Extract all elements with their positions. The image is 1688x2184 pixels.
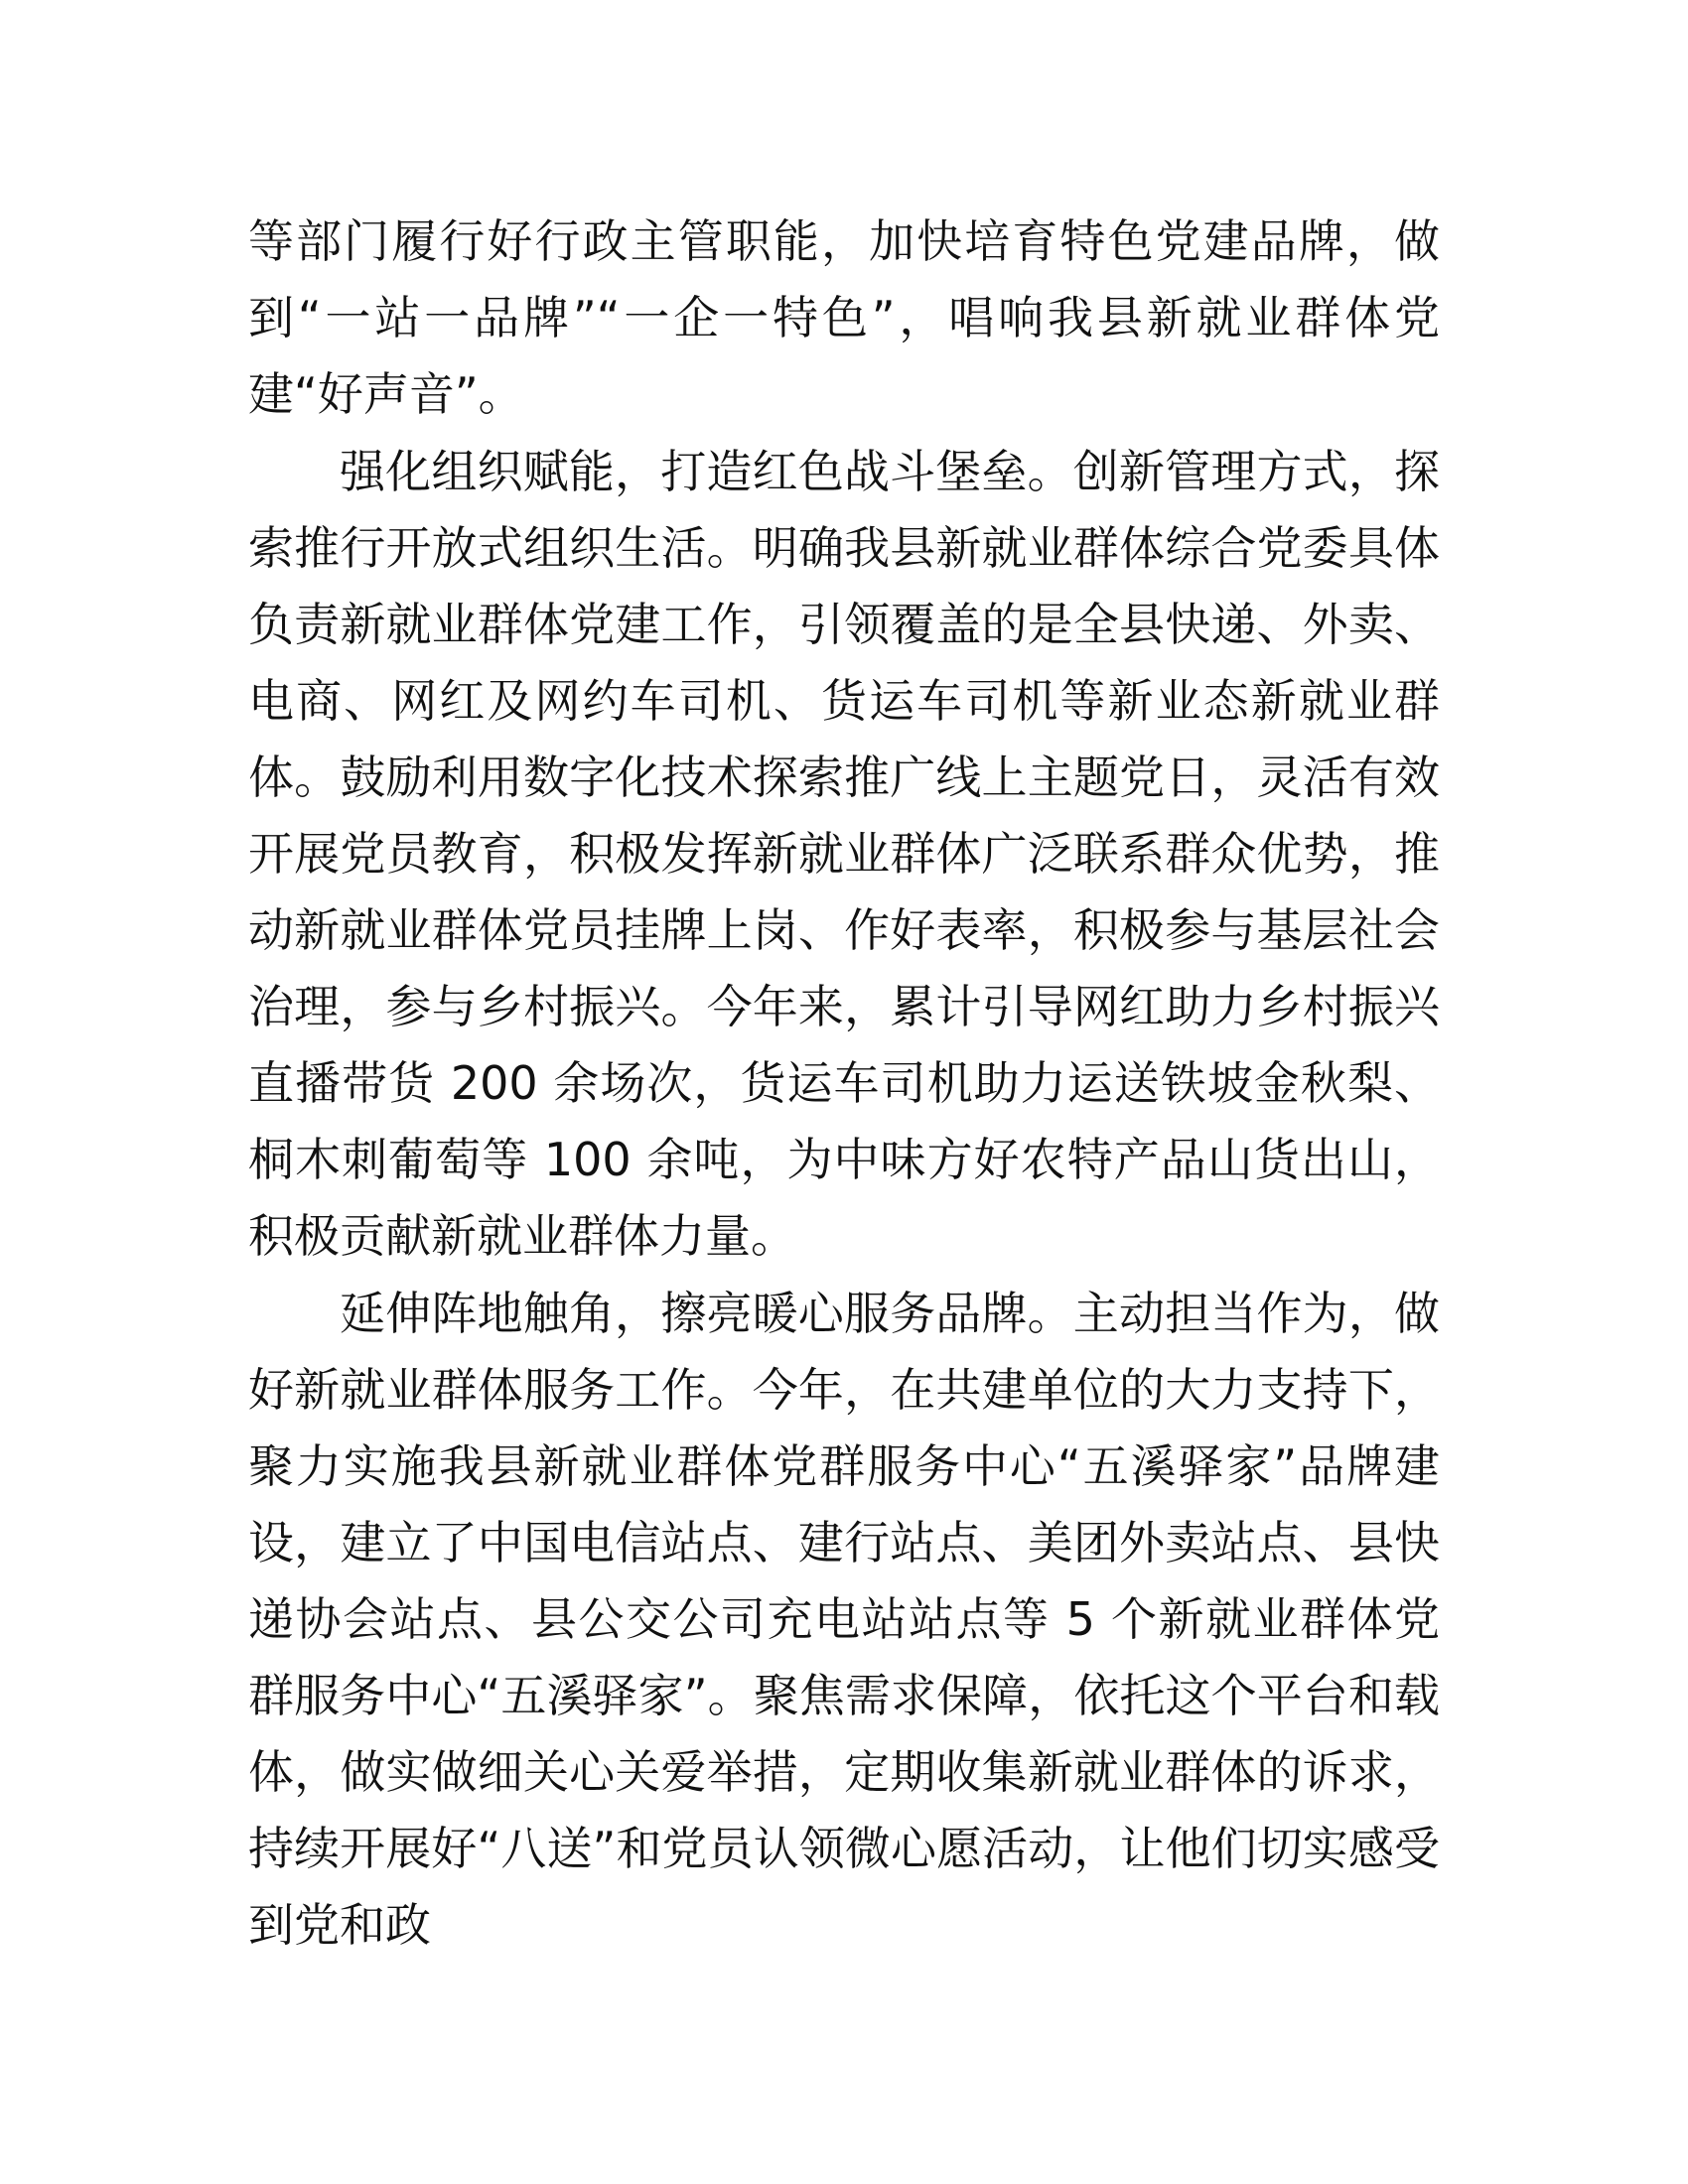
paragraph-continuation: 等部门履行好行政主管职能，加快培育特色党建品牌，做到“一站一品牌”“一企一特色”，唱响我县新就业群体党建“好声音”。 [248, 214, 1440, 421]
paragraph-service-brand: 延伸阵地触角，擦亮暖心服务品牌。主动担当作为，做好新就业群体服务工作。今年，在共建单位的大力支持下，聚力实施我县新就业群体党群服务中心“五溪驿家”品牌建设，建立了中国电信站点、建行站点、美团外卖站点、县快递协会站点、县公交公司充电站站点等 5 个新就业群体党群服务中心“五溪驿家”。聚焦需求保障，依托这个平台和载体，做实做细关心关爱举措，定期收集新就业群体的诉求，持续开展好“八送”和党员认领微心愿活动，让他们切实感受到党和政 [248, 1287, 1440, 1952]
document-body [248, 204, 1440, 1964]
paragraph-organization-empowerment: 强化组织赋能，打造红色战斗堡垒。创新管理方式，探索推行开放式组织生活。明确我县新就业群体综合党委具体负责新就业群体党建工作，引领覆盖的是全县快递、外卖、电商、网红及网约车司机、货运车司机等新业态新就业群体。鼓励利用数字化技术探索推广线上主题党日，灵活有效开展党员教育，积极发挥新就业群体广泛联系群众优势，推动新就业群体党员挂牌上岗、作好表率，积极参与基层社会治理，参与乡村振兴。今年来，累计引导网红助力乡村振兴直播带货 200 余场次，货运车司机助力运送铁坡金秋梨、桐木刺葡萄等 100 余吨，为中味方好农特产品山货出山，积极贡献新就业群体力量。 [248, 445, 1440, 1263]
